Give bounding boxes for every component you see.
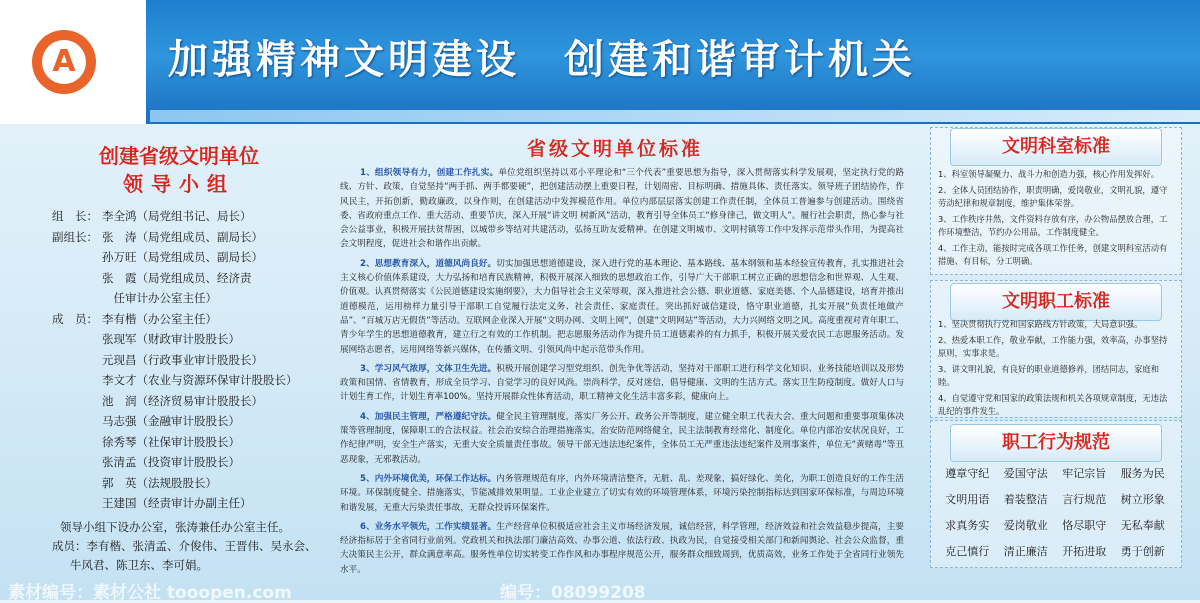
leader-row [52, 268, 322, 289]
leader-name: 池 润（经济贸易审计股股长） [102, 393, 263, 408]
office-note [52, 518, 322, 575]
leader-role [52, 268, 102, 289]
standard-heading: 4、加强民主管理，严格遵纪守法。 [360, 411, 497, 422]
watermark-left: 素材编号：素材公社 tooopen.com [8, 583, 292, 603]
watermark-footer [0, 578, 1200, 603]
leader-role [52, 432, 102, 453]
leader-row [52, 227, 322, 248]
leader-name: 李全鸿（局党组书记、局长） [102, 209, 252, 223]
conduct-item: 树立形象 [1120, 493, 1165, 506]
leader-role [52, 411, 102, 432]
standard-paragraph [340, 362, 904, 405]
logo-letter: A [52, 44, 76, 79]
standard-paragraph [340, 166, 904, 252]
page-title: 加强精神文明建设 创建和谐审计机关 [168, 36, 916, 83]
leader-name: 郭 英（法规股股长） [102, 475, 217, 490]
leader-role [52, 247, 102, 268]
standard-heading: 3、学习风气浓厚，文体卫生先进。 [360, 363, 497, 374]
conduct-item: 言行规范 [1062, 493, 1107, 506]
office-members-line: 牛风君、陈卫东、李可娟。 [70, 557, 208, 572]
conduct-item: 爱国守法 [1003, 467, 1048, 480]
leader-role [52, 370, 102, 391]
leader-role [52, 473, 102, 494]
leader-role [52, 329, 102, 350]
leader-name: 李文才（农业与资源环保审计股股长） [102, 373, 298, 387]
list-item: 4、自觉遵守党和国家的政策法规和机关各项规章制度，无违法乱纪的事件发生。 [938, 392, 1168, 416]
leader-role [52, 288, 102, 309]
leader-list [52, 206, 322, 575]
leader-row [52, 288, 322, 309]
leader-role: 副组长： [52, 229, 98, 244]
list-item: 4、工作主动，能按时完成各项工作任务，创建文明科室活动有措施、有目标，分工明确。 [938, 242, 1168, 266]
leader-name: 王建国（经责审计办副主任） [102, 496, 252, 510]
conduct-title: 职工行为规范 [950, 424, 1162, 462]
list-item: 3、讲文明礼貌，有良好的职业道德修养，团结同志，家庭和睦。 [938, 363, 1159, 387]
leader-role [52, 452, 102, 473]
list-item: 1、科室领导凝聚力、战斗力和创造力强，核心作用发挥好。 [938, 169, 1159, 179]
standard-text: 切实加强思想道德建设，深入进行党的基本理论、基本路线、基本纲领和基本经验宣传教育，扎实推进社会主义核心价值体系建设，大力弘扬和培育民族精神，积极开展深入细致的思想政治工作，引导广大干部职工树立正确的思想信念和世界观、人生观、价值观。认真贯彻落实《公民道德建设实施纲要》，大力倡导社会主义荣辱观，深入推进社会公德、职业道德、家庭美德、个人品德建设，培育并推出道德模范，运用榜样力量引导干部职工自觉履行法定义务、社会责任、家庭责任。突出抓好诚信建设，恪守职业道德，扎实开展“负责任地做产品”、“百城万店无假货”等活动。互联网企业深入开展“文明办网、文明上网”，创建“文明网站”等活动，大力兴网络文明之风。高度重视对青年职工、青少年学生的思想道德教育，建立行之有效的工作机制。把志愿服务活动作为提升员工道德素养的有力抓手，积极开展关爱农民工志愿服务活动。发展网络志愿者，运用网络等新兴媒体，在传播文明、引领风尚中起示范带头作用。 [340, 258, 904, 355]
leader-name: 元现昌（行政事业审计股股长） [102, 352, 263, 367]
office-standards-list [938, 168, 1174, 271]
office-members-line: 成员：李有楷、张清孟、介俊伟、王晋伟、吴永会、 [52, 538, 317, 553]
standard-heading: 2、思想教育深入，道德风尚良好。 [360, 258, 497, 269]
leader-row [52, 411, 322, 432]
conduct-item: 勇于创新 [1120, 545, 1165, 558]
leader-row [52, 350, 322, 371]
standards-title: 省级文明单位标准 [526, 138, 703, 160]
conduct-grid [938, 466, 1172, 560]
standard-heading: 5、内外环境优美，环保工作达标。 [360, 473, 497, 484]
leader-name: 马志强（金融审计股股长） [102, 414, 240, 428]
leader-group-subtitle: 领导小组 [123, 172, 235, 196]
leader-name: 李有楷（办公室主任） [102, 311, 217, 326]
conduct-item: 开拓进取 [1062, 545, 1107, 558]
staff-standards-list [938, 318, 1174, 421]
list-item: 2、全体人员团结协作，职责明确，爱岗敬业，文明礼貌，遵守劳动纪律和规章制度，维护集体荣誉。 [938, 184, 1168, 208]
conduct-item: 清正廉洁 [1003, 545, 1048, 558]
conduct-item: 着装整洁 [1003, 493, 1048, 506]
standard-heading: 1、组织领导有力，创建工作扎实。 [360, 168, 499, 178]
standard-text: 健全民主管理制度，落实厂务公开、政务公开等制度，建立健全职工代表大会、重大问题和重要事项集体决策等管理制度，保障职工的合法权益。社会治安综合治理措施落实，治安防范网络健全，民主法制教育经常化、制度化。单位内部治安状况良好，工作纪律严明，安全生产落实，无重大安全质量责任事故。领导干部无违法违纪案件，全体员工无严重违法违纪案件及刑事案件，单位无“黄赌毒”等丑恶现象，无邪教活动。 [340, 411, 904, 465]
leader-row [52, 206, 322, 227]
conduct-item: 无私奉献 [1120, 519, 1165, 532]
leader-name: 张清孟（投资审计股股长） [102, 455, 240, 469]
standards-body [340, 166, 904, 582]
leader-role [52, 493, 102, 514]
standard-paragraph [340, 520, 904, 577]
leader-row [52, 473, 322, 494]
leader-row [52, 452, 322, 473]
office-standards-title: 文明科室标准 [950, 128, 1162, 166]
leader-row [52, 329, 322, 350]
office-note-line: 领导小组下设办公室，张涛兼任办公室主任。 [60, 519, 290, 534]
leader-row [52, 370, 322, 391]
conduct-item: 服务为民 [1120, 467, 1165, 480]
standard-text: 积极开展创建学习型党组织、创先争优等活动，坚持对干部职工进行科学文化知识、业务技能培训以及形势政策和国情、省情教育，形成全员学习、自觉学习的良好风尚。崇尚科学，反对迷信，倡导健康、文明的生活方式。落实卫生防疫制度。做好人口与计划生育工作，计划生育率100%。坚持开展群众性体育活动，职工精神文化生活丰富多彩，健康向上。 [340, 363, 904, 403]
conduct-item: 遵章守纪 [945, 467, 990, 480]
leader-row [52, 391, 322, 412]
standard-paragraph [340, 257, 904, 357]
leader-row [52, 493, 322, 514]
logo-area [0, 0, 146, 124]
standard-text: 内务管理规范有序，内外环境清洁整齐，无脏、乱、差现象，搞好绿化、美化，为职工创造良好的工作生活环境。环保制度健全、措施落实，节能减排效果明显。工业企业建立了切实有效的环境管理体系，环境污染控制指标达到国家环保标准，与周边环境和谐发展，无重大污染责任事故，无群众投诉环保案件。 [340, 473, 904, 513]
banner-stripe [150, 110, 1200, 122]
leader-role [52, 391, 102, 412]
leader-name: 张 霞（局党组成员、经济责 [102, 270, 252, 285]
leader-role: 成 员： [52, 311, 98, 326]
conduct-item: 恪尽职守 [1062, 519, 1107, 532]
conduct-item: 牢记宗旨 [1062, 467, 1107, 480]
leader-group-title: 创建省级文明单位 [99, 144, 259, 168]
leader-row [52, 432, 322, 453]
list-item: 2、热爱本职工作，敬业奉献，工作能力强，效率高，办事坚持原则，实事求是。 [938, 334, 1168, 358]
standard-paragraph [340, 410, 904, 467]
standard-text: 单位党组织坚持以邓小平理论和“三个代表”重要思想为指导，深入贯彻落实科学发展观，坚定执行党的路线、方针、政策，自觉坚持“两手抓、两手都要硬”，把创建活动摆上重要日程，计划周密、目标明确、措施具体、责任落实。领导班子团结协作，作风民主，开拓创新，勤政廉政，以身作则，在创建活动中发挥模范作用。单位内部层层落实创建工作责任制，全体员工普遍参与创建活动。围绕省委、省政府重点工作、重大活动、重要节庆，深入开展“讲文明 树新风”活动，教育引导全体员工“修身律己，做文明人”。履行社会职责，热心参与社会公益事业，积极开展扶贫帮困，以城带乡等结对共建活动，弘扬互助友爱精神。在创建文明城市、文明村镇等工作中发挥示范带头作用，为提高社会文明程度，促进社会和谐作出贡献。 [340, 168, 904, 250]
list-item: 3、工作秩序井然，文件资料存放有序，办公物品摆放合理，工作环境整洁，节约办公用品，工作制度健全。 [938, 213, 1168, 237]
conduct-item: 爱岗敬业 [1003, 519, 1048, 532]
staff-standards-title: 文明职工标准 [950, 283, 1162, 321]
leader-name: 徐秀琴（社保审计股股长） [102, 434, 240, 449]
leader-name: 张现军（财政审计股股长） [102, 332, 240, 346]
standard-paragraph [340, 472, 904, 515]
leader-name: 任审计办公室主任） [102, 291, 217, 305]
audit-logo-icon [32, 30, 96, 94]
leader-name: 孙万旺（局党组成员、副局长） [102, 250, 263, 264]
leader-role: 组 长： [52, 209, 98, 223]
leader-name: 张 涛（局党组成员、副局长） [102, 229, 263, 244]
leader-row [52, 309, 322, 330]
conduct-item: 文明用语 [945, 493, 990, 506]
standard-text: 生产经营单位积极适应社会主义市场经济发展，诚信经营，科学管理，经济效益和社会效益稳步提高，主要经济指标居于全省同行业前列。党政机关和执法部门廉洁高效、办事公道、依法行政、执政为民，自觉接受相关部门和新闻舆论、社会公众监督，重大决策民主公开，群众满意率高。服务性单位切实转变工作作风和办事程序规范公开，服务群众细致周到，优质高效，业务工作处于全省同行业领先水平。 [340, 521, 904, 575]
conduct-item: 克己慎行 [945, 545, 990, 558]
leader-row [52, 247, 322, 268]
list-item: 1、坚决贯彻执行党和国家路线方针政策，大局意识强。 [938, 319, 1143, 329]
watermark-right: 编号：08099208 [500, 583, 646, 603]
conduct-item: 求真务实 [945, 519, 990, 532]
leader-role [52, 350, 102, 371]
standard-heading: 6、业务水平领先，工作实绩显著。 [360, 521, 497, 532]
